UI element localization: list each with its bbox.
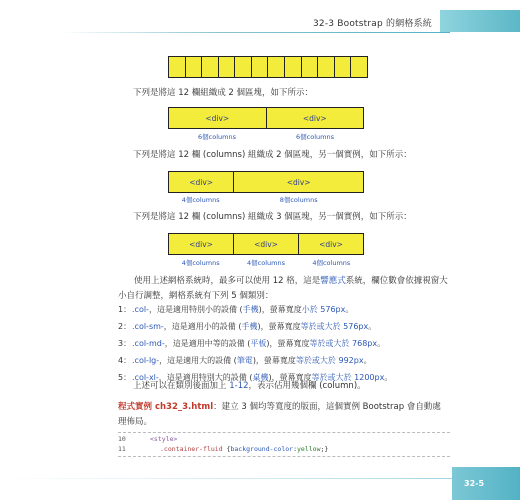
grid-6-6 — [168, 107, 364, 129]
grid-cell: <div> — [169, 172, 234, 192]
grid-4-8 — [168, 171, 364, 193]
description: ，這是適用小的設備 ( — [163, 322, 242, 331]
line-number: 11 — [118, 445, 126, 453]
screen-size: 等於或大於 992px — [295, 356, 364, 365]
grid-cell: <div> — [286, 177, 311, 187]
column-label: 6個columns — [296, 133, 334, 141]
example-heading — [118, 400, 448, 430]
code-tag: <style> — [150, 435, 178, 443]
grid-cell — [318, 57, 335, 77]
device-name: 手機 — [241, 322, 258, 331]
grid-cell — [235, 57, 252, 77]
list-item — [118, 321, 376, 332]
grid-cell — [351, 57, 367, 77]
page-number: 32-5 — [464, 479, 485, 488]
list-number: 2： — [118, 322, 132, 331]
list-number: 4： — [118, 356, 132, 365]
paragraph-4-8: 下列是將這 12 欄 (columns) 組織成 2 個區塊，另一個實例，如下所示： — [133, 150, 412, 160]
header-tab-decoration — [440, 10, 520, 32]
description: ，這是適用特別大的設備 ( — [158, 373, 253, 382]
grid-cell — [268, 57, 285, 77]
device-name: 平板 — [250, 339, 267, 348]
column-labels — [168, 258, 364, 267]
column-label: 4個columns — [312, 259, 351, 267]
class-name: .col-sm- — [132, 322, 164, 331]
text: ，表示佔用幾個欄 (column)。 — [248, 381, 366, 391]
text: 。 — [384, 373, 393, 382]
grid-4-4-4 — [168, 233, 364, 255]
code-property: background-color — [230, 445, 294, 453]
code-line — [118, 434, 450, 444]
footer-rule — [0, 478, 520, 479]
class-name: .col- — [132, 305, 149, 314]
list-number: 1： — [118, 305, 132, 314]
grid-cell: <div> — [234, 234, 299, 254]
line-number: 10 — [118, 435, 126, 443]
device-name: 桌機 — [252, 373, 269, 382]
column-label: 6個columns — [198, 133, 236, 141]
paragraph-range — [133, 379, 366, 394]
grid-cell — [335, 57, 352, 77]
code-line: 11 .container-fluid {background-color:yellow;} — [118, 445, 329, 453]
header-rule — [60, 32, 450, 33]
screen-size: 等於或大於 1200px — [311, 373, 385, 382]
code-value: yellow — [297, 445, 321, 453]
grid-cell — [302, 57, 319, 77]
grid-cell — [169, 57, 186, 77]
column-label: 4個columns — [181, 259, 220, 267]
class-name: .col-md- — [132, 339, 165, 348]
example-label: 程式實例 ch32_3.html — [118, 402, 214, 412]
description: )，螢幕寬度 — [252, 356, 296, 365]
grid-cell — [252, 57, 269, 77]
list-item — [118, 355, 372, 366]
column-label: 4個columns — [247, 259, 285, 267]
grid-12-columns — [168, 56, 368, 78]
example-text: ：建立 3 個均等寬度的版面，這個實例 Bootstrap 會自動處理佈局。 — [118, 402, 441, 427]
description: ，這是適用中等的設備 ( — [164, 339, 251, 348]
grid-cell — [202, 57, 219, 77]
class-name: .col-xl- — [132, 373, 159, 382]
paragraph-three-blocks: 下列是將這 12 欄 (columns) 組織成 3 個區塊，另一個實例，如下所示： — [133, 212, 412, 222]
description: ，這是適用大的設備 ( — [159, 356, 237, 365]
grid-cell — [219, 57, 236, 77]
column-labels — [168, 195, 364, 204]
screen-size: 小於 576px — [301, 305, 346, 314]
column-labels — [168, 132, 364, 141]
text: 。 — [377, 339, 386, 348]
grid-cell — [285, 57, 302, 77]
description: )，螢幕寬度 — [268, 373, 312, 382]
highlight-text: 1-12 — [229, 381, 249, 391]
list-item — [118, 338, 385, 349]
list-number: 3： — [118, 339, 132, 348]
text: 。 — [345, 305, 354, 314]
code-block — [118, 432, 450, 457]
list-number: 5： — [118, 373, 132, 382]
running-header: 32-3 Bootstrap 的網格系統 — [312, 19, 432, 29]
text: 使用上述網格系統時，最多可以使用 12 格，這是 — [134, 276, 321, 286]
page-number-tab — [452, 467, 520, 500]
grid-cell: <div> — [319, 239, 343, 249]
highlight-text: 響應式 — [320, 276, 346, 286]
grid-cell: <div> — [169, 108, 267, 128]
list-item — [118, 304, 353, 315]
text: 系統，欄位數會依據視窗大小自行調整，網格系統有下列 5 個類別： — [118, 276, 448, 301]
text: 。 — [368, 322, 377, 331]
screen-size: 等於或大於 576px — [300, 322, 369, 331]
description: )，螢幕寬度 — [258, 305, 302, 314]
device-name: 手機 — [242, 305, 259, 314]
screen-size: 等於或大於 768px — [309, 339, 378, 348]
text: 。 — [363, 356, 372, 365]
description: )，螢幕寬度 — [257, 322, 301, 331]
paragraph-two-blocks: 下列是將這 12 欄組織成 2 個區塊，如下所示： — [133, 88, 314, 98]
column-label: 4個columns — [181, 196, 220, 204]
paragraph-responsive — [118, 274, 448, 304]
description: ，這是適用特別小的設備 ( — [148, 305, 243, 314]
grid-cell: <div> — [169, 234, 234, 254]
device-name: 筆電 — [236, 356, 253, 365]
grid-cell: <div> — [302, 113, 327, 123]
description: )，螢幕寬度 — [266, 339, 310, 348]
text: 上述可以在類別後面加上 — [133, 381, 227, 391]
class-name: .col-lg- — [132, 356, 160, 365]
grid-cell — [186, 57, 203, 77]
code-selector: .container-fluid — [160, 445, 223, 453]
column-label: 8個columns — [279, 196, 318, 204]
